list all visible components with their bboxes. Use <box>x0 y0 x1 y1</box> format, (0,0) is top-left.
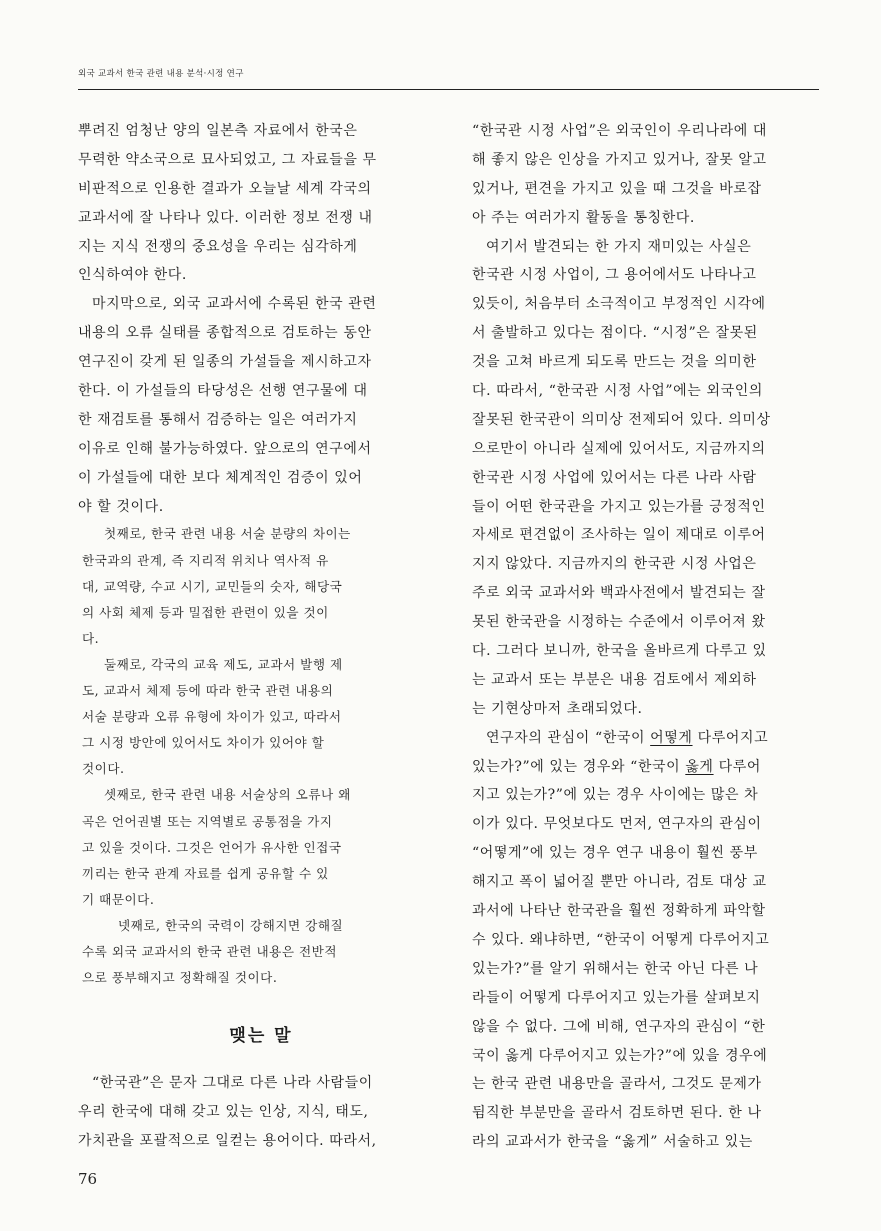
text-line: “어떻게”에 있는 경우 연구 내용이 훨씬 풍부 <box>472 845 758 862</box>
text-line: 한다. 이 가설들의 타당성은 선행 연구물에 대 <box>78 383 368 400</box>
paragraph <box>472 233 820 724</box>
text-line: 해지고 폭이 넓어질 뿐만 아니라, 검토 대상 교 <box>472 874 767 891</box>
text-line: “한국관”은 문자 그대로 다른 나라 사람들이 <box>92 1075 373 1092</box>
text-line: 연구진이 갖게 된 일종의 가설들을 제시하고자 <box>78 354 372 371</box>
left-column <box>78 117 444 1156</box>
paragraph <box>78 117 444 290</box>
text-line: 넷째로, 한국의 국력이 강해지면 강해질 <box>118 917 344 933</box>
text-line: 자세로 편견없이 조사하는 일이 제대로 이루어 <box>472 527 766 544</box>
text-line: 내용의 오류 실태를 종합적으로 검토하는 동안 <box>78 325 372 342</box>
text-line: 교과서에 잘 나타나 있다. 이러한 정보 전쟁 내 <box>78 209 373 226</box>
paragraph <box>78 290 444 521</box>
text-line: 지는 지식 전쟁의 중요성을 우리는 심각하게 <box>78 238 358 255</box>
text-line: 해 좋지 않은 인상을 가지고 있거나, 잘못 알고 <box>472 151 767 168</box>
paragraph <box>472 724 820 1157</box>
text-line: 이 가설들에 대한 보다 체계적인 검증이 있어 <box>78 469 363 486</box>
text-line: 한국과의 관계, 즉 지리적 위치나 역사적 유 <box>82 552 329 568</box>
hypothesis-4 <box>78 913 444 991</box>
hypothesis-3 <box>78 782 444 912</box>
text-line: 연구자의 관심이 “한국이 어떻게 다루어지고 <box>486 729 769 746</box>
text-line: 않을 수 없다. 그에 비해, 연구자의 관심이 “한 <box>472 1018 766 1035</box>
text-line: 것을 고쳐 바르게 되도록 만드는 것을 의미한 <box>472 354 757 371</box>
text-line: 라들이 어떻게 다루어지고 있는가를 살펴보지 <box>472 989 761 1006</box>
text-line: 우리 한국에 대해 갖고 있는 인상, 지식, 태도, <box>78 1104 369 1121</box>
text-line: 무력한 약소국으로 묘사되었고, 그 자료들을 무 <box>78 151 377 168</box>
text-line: 있는가?”를 알기 위해서는 한국 아닌 다른 나 <box>472 960 759 977</box>
text-line: 마지막으로, 외국 교과서에 수록된 한국 관련 <box>92 296 377 313</box>
text-line: 둘째로, 각국의 교육 제도, 교과서 발행 제 <box>104 656 343 672</box>
header-rule <box>78 89 819 90</box>
text-line: 과서에 나타난 한국관을 훨씬 정확하게 파악할 <box>472 903 766 920</box>
text-line: 들이 어떤 한국관을 가지고 있는가를 긍정적인 <box>472 498 766 515</box>
text-line: 잘못된 한국관이 의미상 전제되어 있다. 의미상 <box>472 411 771 428</box>
text-line: 있는가?”에 있는 경우와 “한국이 옳게 다루어 <box>472 758 761 775</box>
text-line: 수록 외국 교과서의 한국 관련 내용은 전반적 <box>82 943 337 959</box>
text-line: 야 할 것이다. <box>78 498 164 515</box>
text-line: 의 사회 체제 등과 밀접한 관련이 있을 것이 <box>82 604 329 620</box>
text-line: 뿌려진 엄청난 양의 일본측 자료에서 한국은 <box>78 123 358 139</box>
hypothesis-2 <box>78 652 444 782</box>
text-line: “한국관 시정 사업”은 외국인이 우리나라에 대 <box>472 123 767 139</box>
text-line: 못된 한국관을 시정하는 수준에서 이루어져 왔 <box>472 614 766 631</box>
text-line: 지지 않았다. 지금까지의 한국관 시정 사업은 <box>472 556 757 573</box>
text-line: 아 주는 여러가지 활동을 통칭한다. <box>472 209 695 226</box>
text-line: 그 시정 방안에 있어서도 차이가 있어야 할 <box>82 735 325 751</box>
text-line: 대, 교역량, 수교 시기, 교민들의 숫자, 해당국 <box>82 578 343 594</box>
text-line: 서술 분량과 오류 유형에 차이가 있고, 따라서 <box>82 709 342 725</box>
text-line: 라의 교과서가 한국을 “옳게” 서술하고 있는 <box>472 1134 753 1151</box>
text-line: 으로만이 아니라 실제에 있어서도, 지금까지의 <box>472 440 766 457</box>
paragraph <box>472 117 820 233</box>
text-line: 인식하여야 한다. <box>78 267 187 284</box>
text-line: 한 재검토를 통해서 검증하는 일은 여러가지 <box>78 411 358 428</box>
text-line: 주로 외국 교과서와 백과사전에서 발견되는 잘 <box>472 585 766 602</box>
text-line: 는 한국 관련 내용만을 골라서, 그것도 문제가 <box>472 1076 762 1093</box>
text-line: 다. <box>82 630 100 646</box>
text-line: 서 출발하고 있다는 점이다. “시정”은 잘못된 <box>472 325 758 342</box>
text-line: 있거나, 편견을 가지고 있을 때 그것을 바로잡 <box>472 180 762 197</box>
text-line: 한국관 시정 사업에 있어서는 다른 나라 사람 <box>472 469 757 486</box>
hypothesis-1 <box>78 521 444 651</box>
text-line: 비판적으로 인용한 결과가 오늘날 세계 각국의 <box>78 180 372 197</box>
section-title: 맺는 말 <box>229 1026 293 1047</box>
text-line: 다. 따라서, “한국관 시정 사업”에는 외국인의 <box>472 383 763 400</box>
text-line: 으로 풍부해지고 정확해질 것이다. <box>82 970 278 986</box>
text-line: 는 기현상마저 초래되었다. <box>472 700 643 717</box>
right-column <box>472 117 820 1157</box>
text-line: 지고 있는가?”에 있는 경우 사이에는 많은 차 <box>472 787 759 804</box>
text-line: 국이 옳게 다루어지고 있는가?”에 있을 경우에 <box>472 1047 768 1064</box>
text-line: 다. 그러다 보니까, 한국을 올바르게 다루고 있 <box>472 643 767 660</box>
text-line: 는 교과서 또는 부분은 내용 검토에서 제외하 <box>472 671 757 688</box>
text-line: 곡은 언어권별 또는 지역별로 공통점을 가지 <box>82 813 333 829</box>
underlined-word: 옳게 <box>685 758 714 775</box>
underlined-word: 어떻게 <box>650 729 693 746</box>
text-line: 끼리는 한국 관계 자료를 쉽게 공유할 수 있 <box>82 865 329 881</box>
text-line: 이가 있다. 무엇보다도 먼저, 연구자의 관심이 <box>472 816 762 833</box>
text-line: 도, 교과서 체제 등에 따라 한국 관련 내용의 <box>82 683 334 699</box>
text-line: 이유로 인해 불가능하였다. 앞으로의 연구에서 <box>78 440 372 457</box>
text-line: 뒴직한 부분만을 골라서 검토하면 된다. 한 나 <box>472 1105 762 1122</box>
text-line: 첫째로, 한국 관련 내용 서술 분량의 차이는 <box>104 526 351 542</box>
running-header: 외국 교과서 한국 관련 내용 분석·시정 연구 <box>78 69 244 79</box>
paragraph <box>78 1069 444 1156</box>
text-line: 여기서 발견되는 한 가지 재미있는 사실은 <box>486 238 752 255</box>
text-line: 고 있을 것이다. 그것은 언어가 유사한 인접국 <box>82 839 342 855</box>
text-line: 한국관 시정 사업이, 그 용어에서도 나타나고 <box>472 267 757 284</box>
text-line: 기 때문이다. <box>82 891 155 907</box>
page-number: 76 <box>78 1170 98 1188</box>
text-line: 있듯이, 처음부터 소극적이고 부정적인 시각에 <box>472 296 766 313</box>
text-line: 셋째로, 한국 관련 내용 서술상의 오류나 왜 <box>104 787 351 803</box>
text-line: 수 있다. 왜냐하면, “한국이 어떻게 다루어지고 <box>472 931 770 948</box>
text-line: 가치관을 포괄적으로 일컫는 용어이다. 따라서, <box>78 1132 377 1149</box>
text-line: 것이다. <box>82 761 125 777</box>
